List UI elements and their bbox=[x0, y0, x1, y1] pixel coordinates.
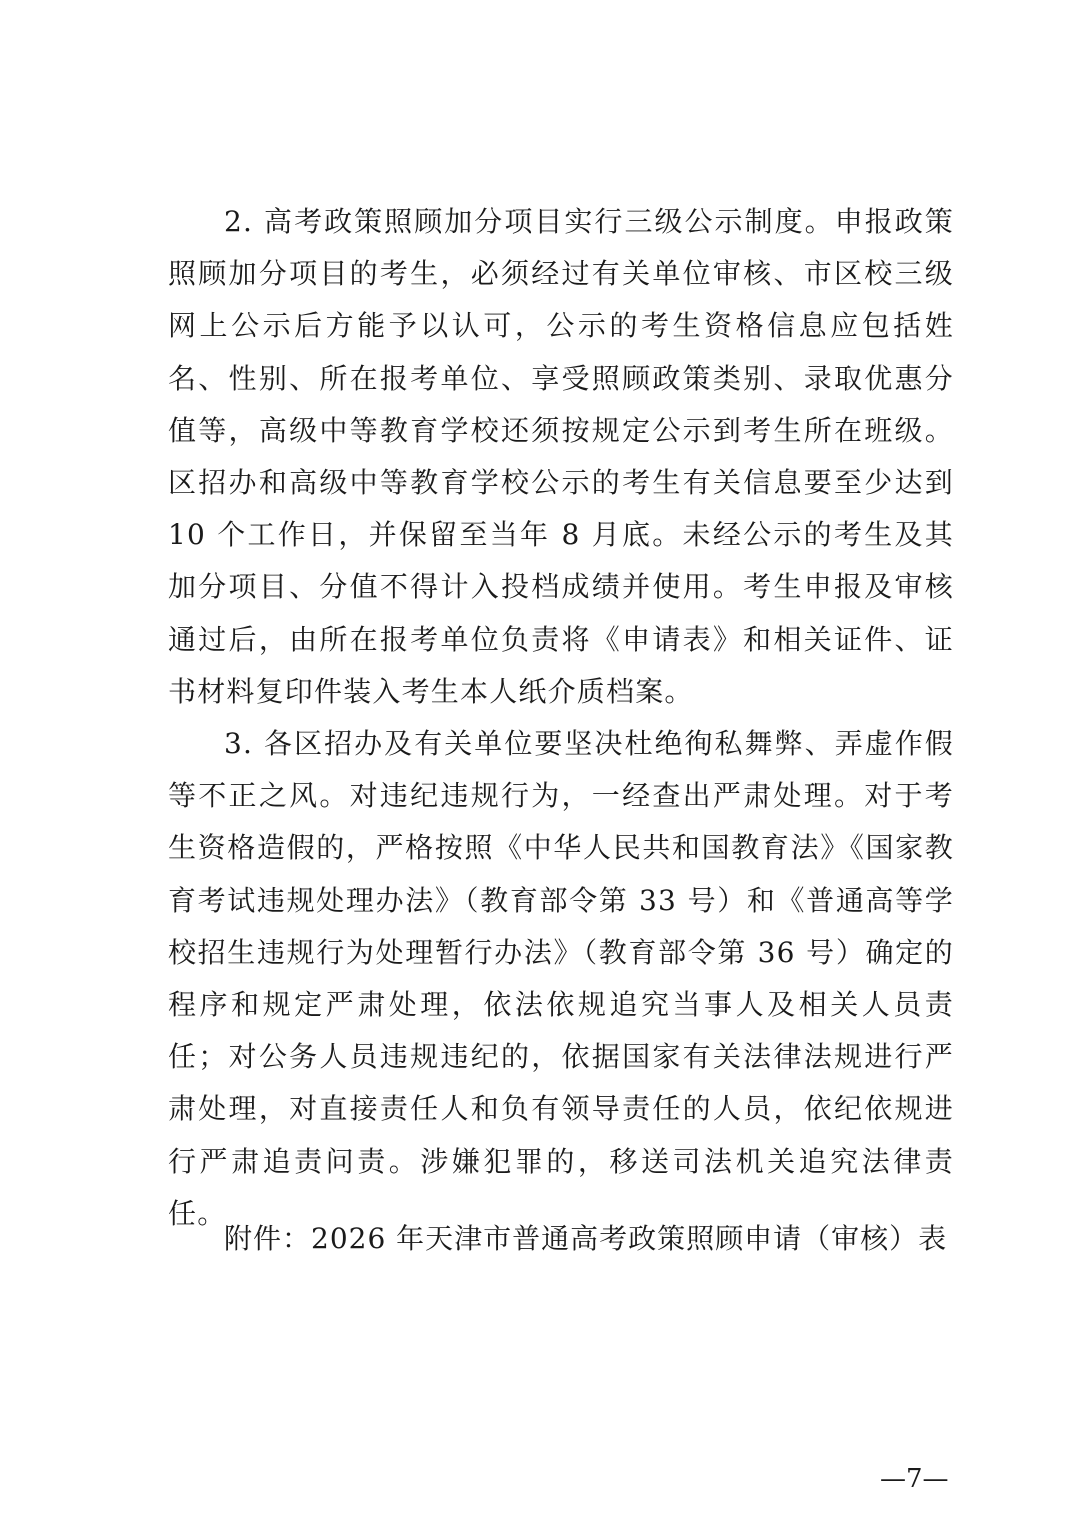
paragraph-2-publicity-system: 2. 高考政策照顾加分项目实行三级公示制度。申报政策照顾加分项目的考生，必须经过有关单位审核、市区校三级网上公示后方能予以认可，公示的考生资格信息应包括姓名、性别、所在报考单位、享受照顾政策类别、录取优惠分值等，高级中等教育学校还须按规定公示到考生所在班级。区招办和高级中等教育学校公示的考生有关信息要至少达到 10 个工作日，并保留至当年 8 月底。未经公示的考生及其加分项目、分值不得计入投档成绩并使用。考生申报及审核通过后，由所在报考单位负责将《申请表》和相关证件、证书材料复印件装入考生本人纸介质档案。 bbox=[168, 205, 954, 708]
attachment-line: 附件：2026 年天津市普通高考政策照顾申请（审核）表 bbox=[224, 1222, 948, 1255]
document-body bbox=[168, 196, 954, 1240]
page-number: —7— bbox=[880, 1464, 949, 1494]
paragraph-3-discipline: 3. 各区招办及有关单位要坚决杜绝徇私舞弊、弄虚作假等不正之风。对违纪违规行为，一经查出严肃处理。对于考生资格造假的，严格按照《中华人民共和国教育法》《国家教育考试违规处理办法》（教育部令第 33 号）和《普通高等学校招生违规行为处理暂行办法》（教育部令第 36 号）确定的程序和规定严肃处理，依法依规追究当事人及相关人员责任；对公务人员违规违纪的，依据国家有关法律法规进行严肃处理，对直接责任人和负有领导责任的人员，依纪依规进行严肃追责问责。涉嫌犯罪的，移送司法机关追究法律责任。 bbox=[168, 727, 954, 1230]
